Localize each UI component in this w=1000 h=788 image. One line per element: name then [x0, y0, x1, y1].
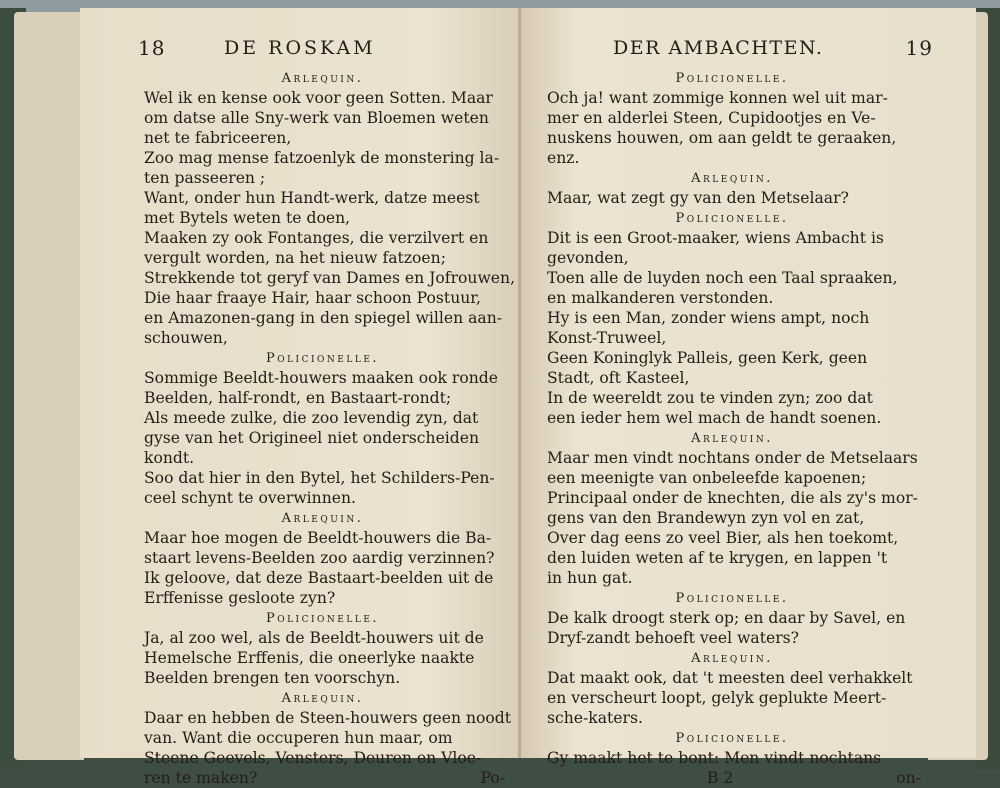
last-line: ren te maken? [144, 769, 258, 787]
page-number: 19 [905, 36, 933, 60]
speaker-name: Policionelle. [675, 211, 789, 226]
text-line: Hemelsche Erffenis, die oneerlyke naakte [144, 649, 475, 667]
text-line: Wel ik en kense ook voor geen Sotten. Maar [144, 89, 493, 107]
text-line: een ieder hem wel mach de handt soenen. [547, 409, 882, 427]
text-line: schouwen, [144, 329, 228, 347]
text-line: Dit is een Groot-maaker, wiens Ambacht is [547, 229, 884, 247]
text-line: De kalk droogt sterk op; en daar by Savel, en [547, 609, 906, 627]
running-head: DE ROSKAM [224, 37, 376, 59]
text-line: gevonden, [547, 249, 629, 267]
text-line: Gy maakt het te bont: Men vindt nochtans [547, 749, 882, 767]
text-line: Dryf-zandt behoeft veel waters? [547, 629, 800, 647]
text-line: Principaal onder de knechten, die als zy's mor- [547, 489, 918, 507]
text-line: Stadt, oft Kasteel, [547, 369, 690, 387]
right-page-text [547, 36, 933, 788]
right-page [521, 8, 976, 787]
text-line: Maar, wat zegt gy van den Metselaar? [547, 189, 849, 207]
text-line: nuskens houwen, om aan geldt te geraaken, [547, 129, 897, 147]
text-line: kondt. [144, 449, 195, 467]
text-line: Och ja! want zommige konnen wel uit mar- [547, 89, 888, 107]
speaker-name: Arlequin. [691, 651, 773, 666]
text-line: net te fabriceeren, [144, 129, 292, 147]
catchword: on- [896, 769, 921, 787]
text-line: en Amazonen-gang in den spiegel willen aan- [144, 309, 503, 327]
speaker-name: Policionelle. [675, 591, 789, 606]
speaker-name: Arlequin. [691, 431, 773, 446]
text-line: staart levens-Beelden zoo aardig verzinnen? [144, 549, 495, 567]
text-line: Steene Geevels, Vensters, Deuren en Vloe- [144, 749, 482, 767]
text-line: Soo dat hier in den Bytel, het Schilders-Pen- [144, 469, 495, 487]
text-line: om datse alle Sny-werk van Bloemen weten [144, 109, 489, 127]
text-line: ceel schynt te overwinnen. [144, 489, 356, 507]
text-line: van. Want die occuperen hun maar, om [144, 729, 453, 747]
speaker-name: Policionelle. [675, 71, 789, 86]
text-line: Maar men vindt nochtans onder de Metselaars [547, 449, 918, 467]
left-page-footer [144, 768, 505, 788]
page-number: 18 [138, 36, 166, 60]
text-line: Daar en hebben de Steen-houwers geen noodt [144, 709, 512, 727]
text-line: Toen alle de luyden noch een Taal spraaken, [547, 269, 898, 287]
text-line: Beelden brengen ten voorschyn. [144, 669, 401, 687]
text-line: Zoo mag mense fatzoenlyk de monstering la- [144, 149, 500, 167]
text-line: Als meede zulke, die zoo levendig zyn, dat [144, 409, 479, 427]
text-line: enz. [547, 149, 580, 167]
running-head: DER AMBACHTEN. [613, 37, 824, 59]
speaker-name: Policionelle. [265, 351, 380, 366]
text-line: sche-katers. [547, 709, 643, 727]
right-page-header [547, 36, 933, 64]
text-line: Erffenisse gesloote zyn? [144, 589, 336, 607]
text-line: Geen Koninglyk Palleis, geen Kerk, geen [547, 349, 868, 367]
speaker-name: Arlequin. [281, 691, 364, 706]
page-edges-left [14, 12, 84, 760]
text-line: Ja, al zoo wel, als de Beeldt-houwers uit de [144, 629, 484, 647]
text-line: Die haar fraaye Hair, haar schoon Postuur, [144, 289, 481, 307]
speaker-name: Arlequin. [691, 171, 773, 186]
text-line: vergult worden, na het nieuw fatzoen; [144, 249, 446, 267]
text-line: gens van den Brandewyn zyn vol en zat, [547, 509, 865, 527]
text-line: met Bytels weten te doen, [144, 209, 351, 227]
text-line: Want, onder hun Handt-werk, datze meest [144, 189, 480, 207]
catchword: Po- [480, 769, 505, 787]
text-line: Hy is een Man, zonder wiens ampt, noch [547, 309, 870, 327]
text-line: In de weereldt zou te vinden zyn; zoo dat [547, 389, 873, 407]
text-line: Sommige Beeldt-houwers maaken ook ronde [144, 369, 499, 387]
text-line: Ik geloove, dat deze Bastaart-beelden uit de [144, 569, 494, 587]
left-page-text [138, 36, 516, 788]
text-line: en malkanderen verstonden. [547, 289, 774, 307]
text-line: Beelden, half-rondt, en Bastaart-rondt; [144, 389, 452, 407]
text-line: mer en alderlei Steen, Cupidootjes en Ve- [547, 109, 876, 127]
text-line: Maar hoe mogen de Beeldt-houwers die Ba- [144, 529, 492, 547]
signature-mark: B 2 [707, 769, 734, 787]
right-page-body [547, 68, 917, 768]
text-line: gyse van het Origineel niet onderscheiden [144, 429, 480, 447]
left-page [80, 8, 520, 787]
speaker-name: Policionelle. [265, 611, 380, 626]
text-line: Konst-Truweel, [547, 329, 667, 347]
text-line: ten passeeren ; [144, 169, 266, 187]
text-line: den luiden weten af te krygen, en lappen 't [547, 549, 888, 567]
text-line: Strekkende tot geryf van Dames en Jofrouwen, [144, 269, 516, 287]
speaker-name: Arlequin. [281, 71, 364, 86]
text-line: Over dag eens zo veel Bier, als hen toekomt, [547, 529, 899, 547]
text-line: een meenigte van onbeleefde kapoenen; [547, 469, 867, 487]
speaker-name: Policionelle. [675, 731, 789, 746]
left-page-body [144, 68, 516, 768]
speaker-name: Arlequin. [281, 511, 364, 526]
right-page-footer [547, 768, 921, 788]
text-line: en verscheurt loopt, gelyk geplukte Meert- [547, 689, 887, 707]
text-line: Maaken zy ook Fontanges, die verzilvert en [144, 229, 489, 247]
text-line: in hun gat. [547, 569, 633, 587]
left-page-header [138, 36, 501, 64]
text-line: Dat maakt ook, dat 't meesten deel verhakkelt [547, 669, 913, 687]
